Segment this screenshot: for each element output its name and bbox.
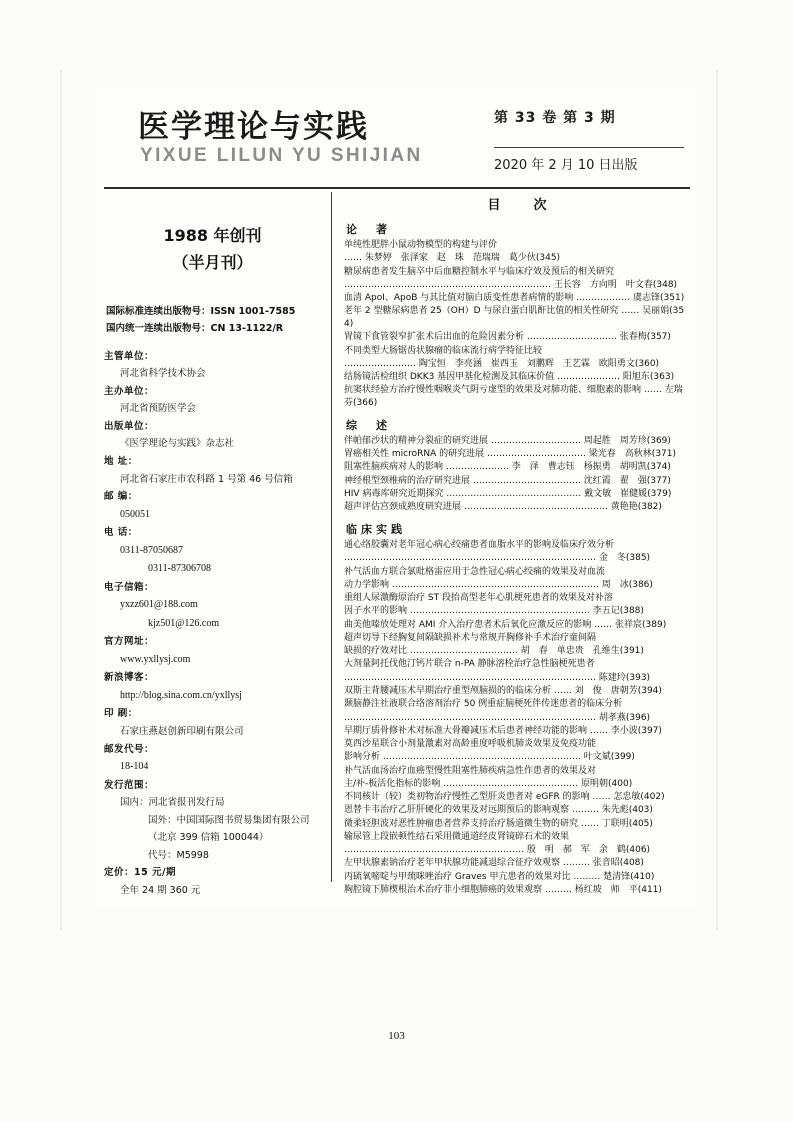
toc-entry-continuation: …………………………………………………… 殷 明 郝 军 余 鹤(406) bbox=[344, 845, 651, 856]
toc-entry[interactable]: 输尿管上段嵌顿性结石采用微通道经皮肾镜碎石术的效果 bbox=[344, 831, 570, 842]
imprint-label: 电子信箱： bbox=[104, 581, 155, 593]
toc-entry-continuation: 因子水平的影响 …………………………………………………… 李五记(388) bbox=[344, 606, 644, 617]
imprint-label: 主管单位： bbox=[104, 350, 155, 362]
imprint-row bbox=[104, 488, 321, 524]
toc-entry[interactable]: 早期厅质骨修补术对标准大骨瓣减压术后患者神经功能的影响 …… 李小波(397) bbox=[344, 725, 662, 736]
imprint-label: 电 话： bbox=[104, 527, 138, 539]
toc-entry-continuation: …… 朱梦婷 张泽家 赵 珠 范瑞瑞 葛少伙(345) bbox=[344, 253, 561, 264]
toc-entry[interactable]: 不同类型大肠锯齿状腺瘤的临床流行病学特征比较 bbox=[344, 345, 543, 356]
imprint-row bbox=[104, 348, 321, 383]
toc-entry[interactable]: 恩替卡韦治疗乙肝肝硬化的效果及对远期预后的影响观察 ……… 朱先彪(403) bbox=[344, 805, 653, 816]
toc-entry[interactable]: 超声切导下经胸复间隔缺损补术与常规开胸修补手术治疗童间隔 bbox=[344, 632, 597, 643]
toc-entry[interactable]: 阻塞性脑疾病对人的影响 ………………… 李 泽 曹志钰 杨振勇 胡明凯(374) bbox=[344, 462, 671, 473]
imprint-value: 河北省科学技术协会 bbox=[120, 368, 206, 380]
founded-year: 1988 年创刊 bbox=[163, 226, 262, 245]
toc-entry[interactable]: 丙硫氧嘧啶与甲巯咪唑治疗 Graves 甲亢患者的效果对比 ……… 楚清锋(410) bbox=[344, 871, 655, 882]
imprint-label: 印 刷： bbox=[104, 708, 138, 720]
imprint-row bbox=[104, 669, 321, 705]
imprint-list bbox=[104, 348, 321, 900]
toc-entry[interactable]: 补气活血汤治疗血癌型慢性阻塞性肺疾病急性作患者的效果及对 bbox=[344, 765, 597, 776]
imprint-value: 050051 bbox=[120, 508, 150, 520]
toc-entry[interactable]: 伴帕郁沙状的精神分裂症的研究进展 ………………………… 周起胜 周芳珍(369) bbox=[344, 435, 671, 446]
toc-entry[interactable]: 颞脑静注社液联合络溶剂治疗 50 例重症脑梗死伴传迷患者的临床分析 bbox=[344, 699, 623, 710]
imprint-row bbox=[104, 418, 321, 453]
page-number: 103 bbox=[388, 1030, 405, 1042]
toc-entry[interactable]: 曲美他嗪放处理对 AMI 介入治疗患者术后氧化应激反应的影响 …… 张祥宸(389) bbox=[344, 619, 667, 630]
toc-entry[interactable]: 结肠镜活检组织 DKK3 基因甲基化检测及其临床价值 ………………… 阳旭东(363) bbox=[344, 372, 675, 383]
imprint-row bbox=[104, 579, 321, 634]
journal-title: 医学理论与实践 bbox=[138, 109, 369, 145]
toc-title: 目 次 bbox=[487, 198, 557, 213]
toc-entry-continuation: ………………………………………………………………………… 陈建玲(393) bbox=[344, 672, 651, 683]
toc-entry[interactable]: 大剂量阿托伐他汀钙片联合 n-PA 静脉溶栓治疗急性脑梗死患者 bbox=[344, 659, 595, 670]
toc-entry-continuation: …………………………………………………………… 王长容 方向明 叶文春(348) bbox=[344, 279, 678, 290]
imprint-value: http://blog.sina.com.cn/yxllysj bbox=[120, 689, 242, 701]
imprint-row bbox=[104, 741, 321, 777]
toc-section-heading: 论 著 bbox=[346, 223, 391, 236]
scan-edge-left bbox=[60, 70, 62, 930]
imprint-value: 全年 24 期 360 元 bbox=[120, 885, 201, 896]
imprint-label: 地 址： bbox=[104, 456, 138, 467]
toc-entry[interactable]: 重组人尿激酶原治疗 ST 段抬高型老年心肌梗死患者的效果及对补溶 bbox=[344, 593, 613, 604]
imprint-label: 主办单位： bbox=[104, 385, 155, 397]
publication-frequency: （半月刊） bbox=[172, 253, 253, 273]
toc-body bbox=[344, 221, 690, 897]
imprint-row bbox=[104, 864, 321, 899]
imprint-label: 出版单位： bbox=[104, 420, 155, 432]
founded-block bbox=[104, 222, 321, 276]
imprint-value: 国内：河北省报刊发行局 bbox=[120, 797, 225, 809]
imprint-row bbox=[104, 633, 321, 669]
issn-line: 国际标准连续出版物号：ISSN 1001-7585 bbox=[106, 306, 296, 318]
imprint-value: yxzz601@188.com bbox=[120, 599, 198, 611]
toc-entry-continuation: …………………… 陶宝恒 李亮涵 崔西玉 刘鹏辉 王艺霖 欧阳勇文(360) bbox=[344, 358, 660, 369]
imprint-row bbox=[104, 524, 321, 579]
imprint-label: 邮发代号： bbox=[104, 743, 155, 755]
toc-entry-continuation: ………………………………………………………………………… 金 冬(385) bbox=[344, 553, 651, 564]
imprint-label: 新浪博客： bbox=[104, 672, 155, 684]
toc-entry-continuation: ………………………………………………………………………… 胡孝燕(396) bbox=[344, 712, 651, 723]
content-columns bbox=[104, 192, 690, 896]
toc-entry[interactable]: 胸腔镜下肺楔根治术治疗非小细胞肺癌的效果观察 ……… 杨红坡 师 平(411) bbox=[344, 884, 662, 895]
table-of-contents-column bbox=[344, 192, 690, 895]
cn-line: 国内统一连续出版物号：CN 13-1122/R bbox=[106, 323, 284, 334]
toc-entry[interactable]: 通心络胶囊对老年冠心病心绞痛患者血脂水平的影响及临床疗效分析 bbox=[344, 540, 615, 551]
imprint-value: kjz501@126.com bbox=[148, 617, 220, 629]
scan-edge-right bbox=[716, 70, 718, 930]
imprint-row bbox=[104, 705, 321, 740]
imprint-value: 代号：M5998 bbox=[148, 849, 209, 861]
imprint-value: 0311-87050687 bbox=[120, 544, 183, 556]
imprint-value: 0311-87306708 bbox=[148, 563, 211, 575]
toc-entry[interactable]: 血清 ApoⅠ、ApoB 与其比值对脑白质变性患者病情的影响 ……………… 虞志锋(351) bbox=[344, 293, 685, 304]
imprint-value: 国外：中国国际图书贸易集团有限公司 bbox=[148, 814, 310, 826]
imprint-value: 石家庄燕赵创新印刷有限公司 bbox=[120, 726, 244, 737]
toc-entry[interactable]: 超声评估宫颈成熟度研究进展 ………………………………………… 黄艳艳(382) bbox=[344, 502, 662, 513]
toc-entry-continuation: 主/补-板活化指标的影响 ……………………………………… 原明朝(400) bbox=[344, 778, 633, 789]
journal-info-column bbox=[104, 192, 332, 896]
toc-entry[interactable]: HIV 病毒库研究近期探究 ……………………………………… 戴文敏 崔健媛(379) bbox=[344, 489, 672, 500]
masthead bbox=[104, 95, 690, 189]
toc-entry-continuation: 缺损的疗效对比 ……………………………… 胡 春 单忠贵 孔维生(391) bbox=[344, 646, 644, 657]
toc-entry[interactable]: 微柔轻胆波对恶性肿瘤患者营养支持治疗肠道微生物的研究 …… 丁联明(405) bbox=[344, 818, 653, 829]
toc-entry[interactable]: 胃癌相关性 microRNA 的研究进展 …………………………… 梁光春 高秋林(371) bbox=[344, 449, 677, 460]
imprint-label: 官方网址： bbox=[104, 636, 155, 648]
publication-date: 2020 年 2 月 10 日出版 bbox=[494, 147, 684, 173]
imprint-row bbox=[104, 453, 321, 488]
toc-entry[interactable]: 不同核计（较）类初物治疗慢性乙型肝炎患者对 eGFR 的影响 …… 怎忠敏(402) bbox=[344, 792, 665, 803]
toc-entry[interactable]: 胃镜下食管裂窄扩张术后出血的危险因素分析 ………………………… 张春梅(357) bbox=[344, 332, 671, 343]
imprint-value: 河北省预防医学会 bbox=[120, 403, 197, 415]
imprint-value: 18-104 bbox=[120, 761, 149, 773]
toc-entry[interactable]: 补气活血方联合氯吡格雷应用于急性冠心病心绞痛的效果及对血流 bbox=[344, 566, 606, 577]
imprint-value: www.yxllysj.com bbox=[120, 653, 191, 665]
volume-issue: 第 33 卷 第 3 期 bbox=[494, 110, 616, 126]
toc-section-heading: 综 述 bbox=[346, 418, 391, 432]
issn-block bbox=[104, 304, 321, 337]
toc-entry[interactable]: 莫西沙星联合小剂量激素对高龄重度呼吸机肺炎效果及免疫功能 bbox=[344, 739, 597, 750]
toc-entry[interactable]: 抗窦状经验方治疗慢性咽喉炎气阴亏虚型的效果及对肺功能、细胞素的影响 …… 左瑞芬(366) bbox=[344, 385, 683, 409]
toc-entry[interactable]: 单纯性肥胖小鼠动物模型的构建与评价 bbox=[344, 240, 498, 250]
imprint-value: 《医学理论与实践》杂志社 bbox=[120, 438, 235, 450]
imprint-label: 邮 编： bbox=[104, 491, 138, 503]
imprint-label: 发行范围： bbox=[104, 779, 155, 791]
toc-entry[interactable]: 糖尿病患者发生脑卒中后血糖控制水平与临床疗效及预后的相关研究 bbox=[344, 266, 615, 277]
toc-section-heading: 临床实践 bbox=[346, 523, 406, 537]
toc-entry-continuation: 影响分析 ………………………………………………………… 叶文斌(399) bbox=[344, 752, 635, 763]
imprint-value: 河北省石家庄市农科路 1 号第 46 号信箱 bbox=[120, 473, 293, 485]
imprint-row bbox=[104, 777, 321, 865]
imprint-value: （北京 399 信箱 100044） bbox=[148, 832, 269, 844]
imprint-row bbox=[104, 383, 321, 418]
toc-entry[interactable]: 神经根型颈椎病的治疗研究进展 ……………………………… 沈红霞 翟 强(377) bbox=[344, 475, 671, 486]
imprint-label: 定价：15 元/期 bbox=[104, 867, 176, 879]
toc-entry[interactable]: 老年 2 型糖尿病患者 25（OH）D 与尿白蛋白肌酐比值的相关性研究 …… 吴丽娟(354) bbox=[344, 306, 685, 330]
toc-entry[interactable]: 左甲状腺素钠治疗老年甲状腺功能减退综合征疗效观察 ……… 张音昭(408) bbox=[344, 858, 644, 869]
toc-entry-continuation: 动力学影响 …………………………………………………………… 周 冰(386) bbox=[344, 579, 653, 590]
toc-entry[interactable]: 双斯主背腰减压术早期治疗重型颅脑损的的临床分析 …… 刘 俊 唐朝芳(394) bbox=[344, 685, 662, 696]
journal-title-pinyin: YIXUE LILUN YU SHIJIAN bbox=[140, 145, 423, 166]
